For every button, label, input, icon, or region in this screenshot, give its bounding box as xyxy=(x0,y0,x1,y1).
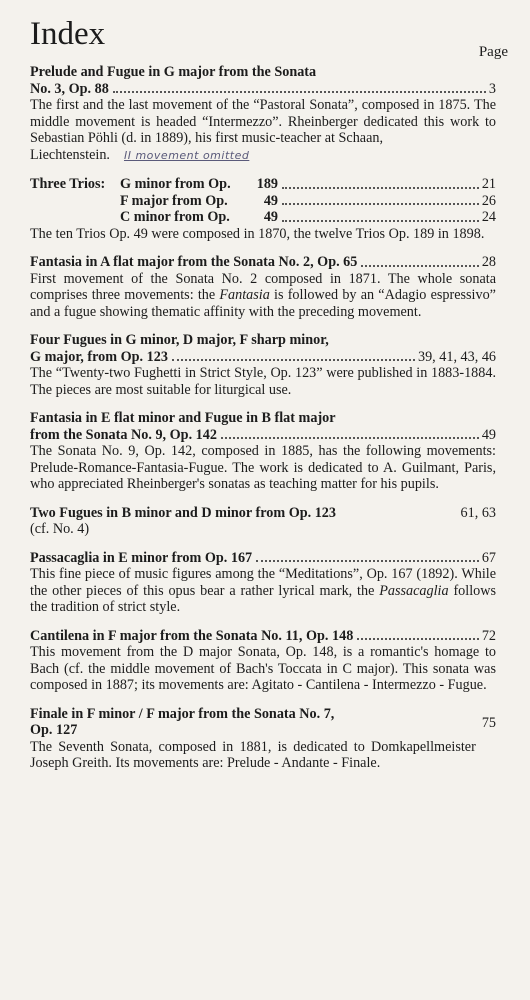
entry-description-last-line xyxy=(30,147,496,165)
entry-heading-line-1 xyxy=(30,628,496,645)
index-entry-two-fugues xyxy=(30,505,496,538)
trio-row-c-minor xyxy=(30,209,496,226)
entry-description xyxy=(30,566,496,616)
entry-page-number: 72 xyxy=(481,627,496,644)
entry-page-number: 39, 41, 43, 46 xyxy=(417,348,496,365)
entry-description: The “Twenty-two Fughetti in Strict Style, Op. 123” were published in 1883-1884. The pieces are most suitable for liturgical use. xyxy=(30,365,496,398)
entry-description: The Sonata No. 9, Op. 142, composed in 1885, has the following movements: Prelude-Romance-Fantasia-Fugue. The work is dedicated to A. Guilmant, Paris, who appreciated Rheinberger's sonatas as teaching matter for his pupils. xyxy=(30,443,496,492)
entry-heading-text: Fantasia in A flat major from the Sonata No. 2, Op. 65 xyxy=(30,254,358,270)
entry-page-number: 3 xyxy=(488,80,496,97)
entry-page-number: 61, 63 xyxy=(460,504,496,521)
dot-leader xyxy=(282,187,479,189)
trio-opus: 49 xyxy=(263,192,278,209)
index-entry-finale xyxy=(30,706,496,772)
entry-description-text: follows the tradition of strict style. xyxy=(30,582,496,615)
entry-page-number: 24 xyxy=(481,209,496,225)
entry-heading-line-1 xyxy=(30,505,496,522)
entry-heading-line-2 xyxy=(30,427,496,444)
entry-heading-text: Two Fugues in B minor and D minor from Op. 123 xyxy=(30,504,336,521)
entry-description-italic: Passacaglia xyxy=(379,582,449,599)
index-entry-passacaglia xyxy=(30,550,496,616)
trio-row-g-minor xyxy=(30,176,496,193)
entry-description-text: is followed by an “Adagio espressivo” and a fugue showing thematic affinity with the preceding movement. xyxy=(30,287,496,320)
entry-heading-text: G major, from Op. 123 xyxy=(30,348,168,365)
entry-description: This movement from the D major Sonata, Op. 148, is a romantic's homage to Bach (cf. the middle movement of Bach's Toccata in C major). This sonata was composed in 1887; its movements are: Agitato - Cantilena - Intermezzo - Fugue. xyxy=(30,644,496,693)
index-entry-fantasia-a-flat-major xyxy=(30,254,496,320)
entry-heading-line-2: (cf. No. 4) xyxy=(30,521,90,537)
trio-key: C minor from Op. xyxy=(120,209,230,225)
trio-row-f-major xyxy=(30,193,496,210)
entry-description: The Seventh Sonata, composed in 1881, is dedicated to Domkapellmeister Joseph Greith. Its movements are: Prelude - Andante - Finale. xyxy=(30,738,476,771)
entry-heading-text: Passacaglia in E minor from Op. 167 xyxy=(30,549,253,566)
entry-page-number: 28 xyxy=(481,254,496,270)
index-entry-four-fugues xyxy=(30,332,496,398)
entry-heading-line-2 xyxy=(30,722,496,739)
entry-page-number: 26 xyxy=(481,192,496,209)
dot-leader xyxy=(221,437,479,439)
index-entry-prelude-fugue-g-major xyxy=(30,64,496,164)
handwritten-annotation: II movement omitted xyxy=(123,148,250,162)
entry-page-number: 75 xyxy=(481,715,496,731)
entry-description-text: This fine piece of music figures among the “Meditations”, Op. 167 (1892). While the other pieces of this opus bear a rather lyrical mark, the xyxy=(30,566,496,599)
trio-opus: 189 xyxy=(256,176,278,192)
entry-heading-text: Cantilena in F major from the Sonata No. 11, Op. 148 xyxy=(30,627,354,644)
entry-heading-line-1 xyxy=(30,550,496,567)
dot-leader xyxy=(361,265,478,267)
trio-opus: 49 xyxy=(263,209,278,225)
entry-heading-line-1: Four Fugues in G minor, D major, F sharp minor, xyxy=(30,332,329,348)
entry-heading-line-2 xyxy=(30,81,496,98)
entry-description xyxy=(30,271,496,321)
index-entries xyxy=(30,64,496,784)
entry-description: The first and the last movement of the “Pastoral Sonata”, composed in 1875. The middle movement is headed “Intermezzo”. Rheinberger dedicated this work to Sebastian Pöhli (d. in 1889), his first music-teacher at Schaan, xyxy=(30,97,496,146)
entry-heading-line-1: Finale in F minor / F major from the Sonata No. 7, xyxy=(30,705,335,722)
entry-description-text: Liechtenstein. xyxy=(30,146,110,163)
entry-heading-text: Op. 127 xyxy=(30,722,78,738)
entry-heading-line-1: Fantasia in E flat minor and Fugue in B flat major xyxy=(30,410,336,426)
dot-leader xyxy=(282,203,479,205)
index-entry-fantasia-e-flat-minor xyxy=(30,410,496,493)
entry-description-text: First movement of the Sonata No. 2 composed in 1871. The whole sonata comprises three movements: the xyxy=(30,270,496,303)
dot-leader xyxy=(256,560,479,562)
entry-page-number: 49 xyxy=(481,426,496,443)
index-entry-three-trios xyxy=(30,176,496,242)
page-column-label: Page xyxy=(478,44,508,60)
page-title: Index xyxy=(30,16,106,52)
dot-leader xyxy=(113,91,486,93)
entry-heading-line-2 xyxy=(30,349,496,366)
entry-heading-text: from the Sonata No. 9, Op. 142 xyxy=(30,426,217,443)
dot-leader xyxy=(282,220,479,222)
trio-key: G minor from Op. xyxy=(120,176,231,192)
entry-description-italic: Fantasia xyxy=(219,287,270,303)
entry-page-number: 67 xyxy=(481,549,496,566)
dot-leader xyxy=(357,638,479,640)
index-entry-cantilena xyxy=(30,628,496,694)
entry-heading-text: No. 3, Op. 88 xyxy=(30,80,109,97)
trio-key: F major from Op. xyxy=(120,192,228,209)
entry-heading-line-1: Prelude and Fugue in G major from the Sonata xyxy=(30,64,317,80)
entry-description: The ten Trios Op. 49 were composed in 1870, the twelve Trios Op. 189 in 1898. xyxy=(30,225,485,242)
entry-page-number: 21 xyxy=(481,176,496,192)
trio-prefix: Three Trios: xyxy=(30,176,106,192)
entry-heading-line-1 xyxy=(30,254,496,271)
dot-leader xyxy=(172,359,415,361)
